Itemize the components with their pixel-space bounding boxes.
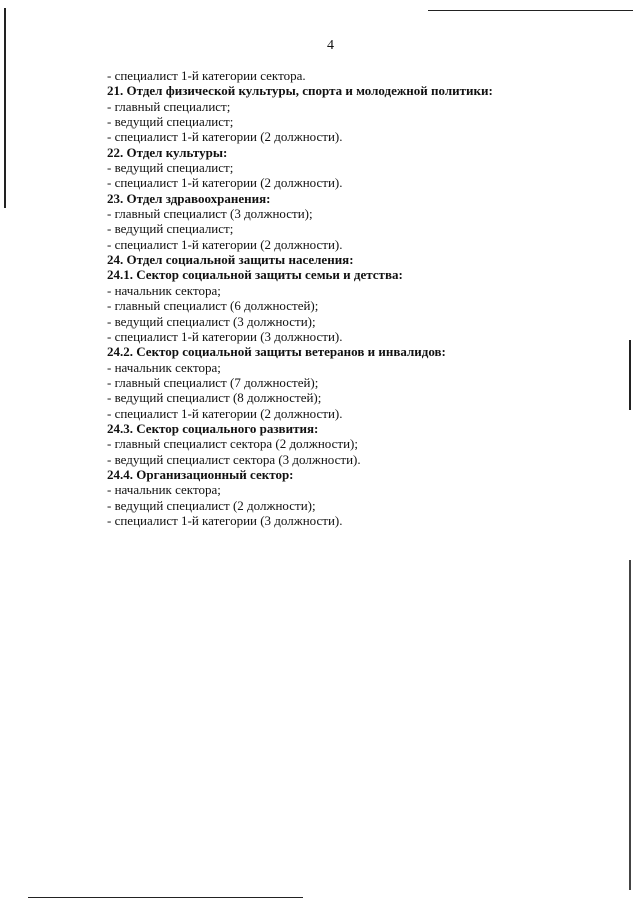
section-heading: 24.4. Организационный сектор: xyxy=(107,466,294,482)
section-heading: 24.3. Сектор социального развития: xyxy=(107,420,319,436)
list-item: - главный специалист; xyxy=(107,98,231,114)
list-item: - ведущий специалист (2 должности); xyxy=(107,497,316,513)
section-heading: 24.2. Сектор социальной защиты ветеранов и инвалидов: xyxy=(107,344,446,360)
section-heading: 24.1. Сектор социальной защиты семьи и детства: xyxy=(107,267,403,283)
list-item: - специалист 1-й категории (2 должности). xyxy=(107,236,343,252)
section-heading: 23. Отдел здравоохранения: xyxy=(107,190,271,206)
document-body xyxy=(107,68,493,528)
list-item: - специалист 1-й категории сектора. xyxy=(107,68,306,83)
list-item: - ведущий специалист (3 должности); xyxy=(107,313,316,329)
scan-edge-top xyxy=(428,10,633,11)
section-heading: 24. Отдел социальной защиты населения: xyxy=(107,252,354,268)
list-item: - специалист 1-й категории (3 должности). xyxy=(107,512,343,528)
page-number: 4 xyxy=(327,38,334,53)
list-item: - ведущий специалист; xyxy=(107,221,234,237)
list-item: - специалист 1-й категории (2 должности). xyxy=(107,129,343,145)
section-heading: 22. Отдел культуры: xyxy=(107,144,228,160)
scan-edge-bottom xyxy=(28,897,303,898)
list-item: - ведущий специалист; xyxy=(107,114,234,130)
list-item: - начальник сектора; xyxy=(107,282,221,298)
list-item: - ведущий специалист сектора (3 должности). xyxy=(107,451,361,467)
list-item: - главный специалист (6 должностей); xyxy=(107,298,319,314)
list-item: - специалист 1-й категории (2 должности). xyxy=(107,405,343,421)
list-item: - ведущий специалист; xyxy=(107,160,234,176)
list-item: - специалист 1-й категории (2 должности). xyxy=(107,175,343,191)
list-item: - специалист 1-й категории (3 должности). xyxy=(107,328,343,344)
list-item: - начальник сектора; xyxy=(107,359,221,375)
scan-edge-left xyxy=(4,8,6,208)
list-item: - начальник сектора; xyxy=(107,482,221,498)
list-item: - главный специалист сектора (2 должности); xyxy=(107,436,358,452)
list-item: - главный специалист (7 должностей); xyxy=(107,374,319,390)
list-item: - ведущий специалист (8 должностей); xyxy=(107,390,322,406)
list-item: - главный специалист (3 должности); xyxy=(107,206,313,222)
scan-edge-right-lower xyxy=(629,560,631,890)
section-heading: 21. Отдел физической культуры, спорта и молодежной политики: xyxy=(107,83,493,99)
scan-edge-right xyxy=(629,340,631,410)
